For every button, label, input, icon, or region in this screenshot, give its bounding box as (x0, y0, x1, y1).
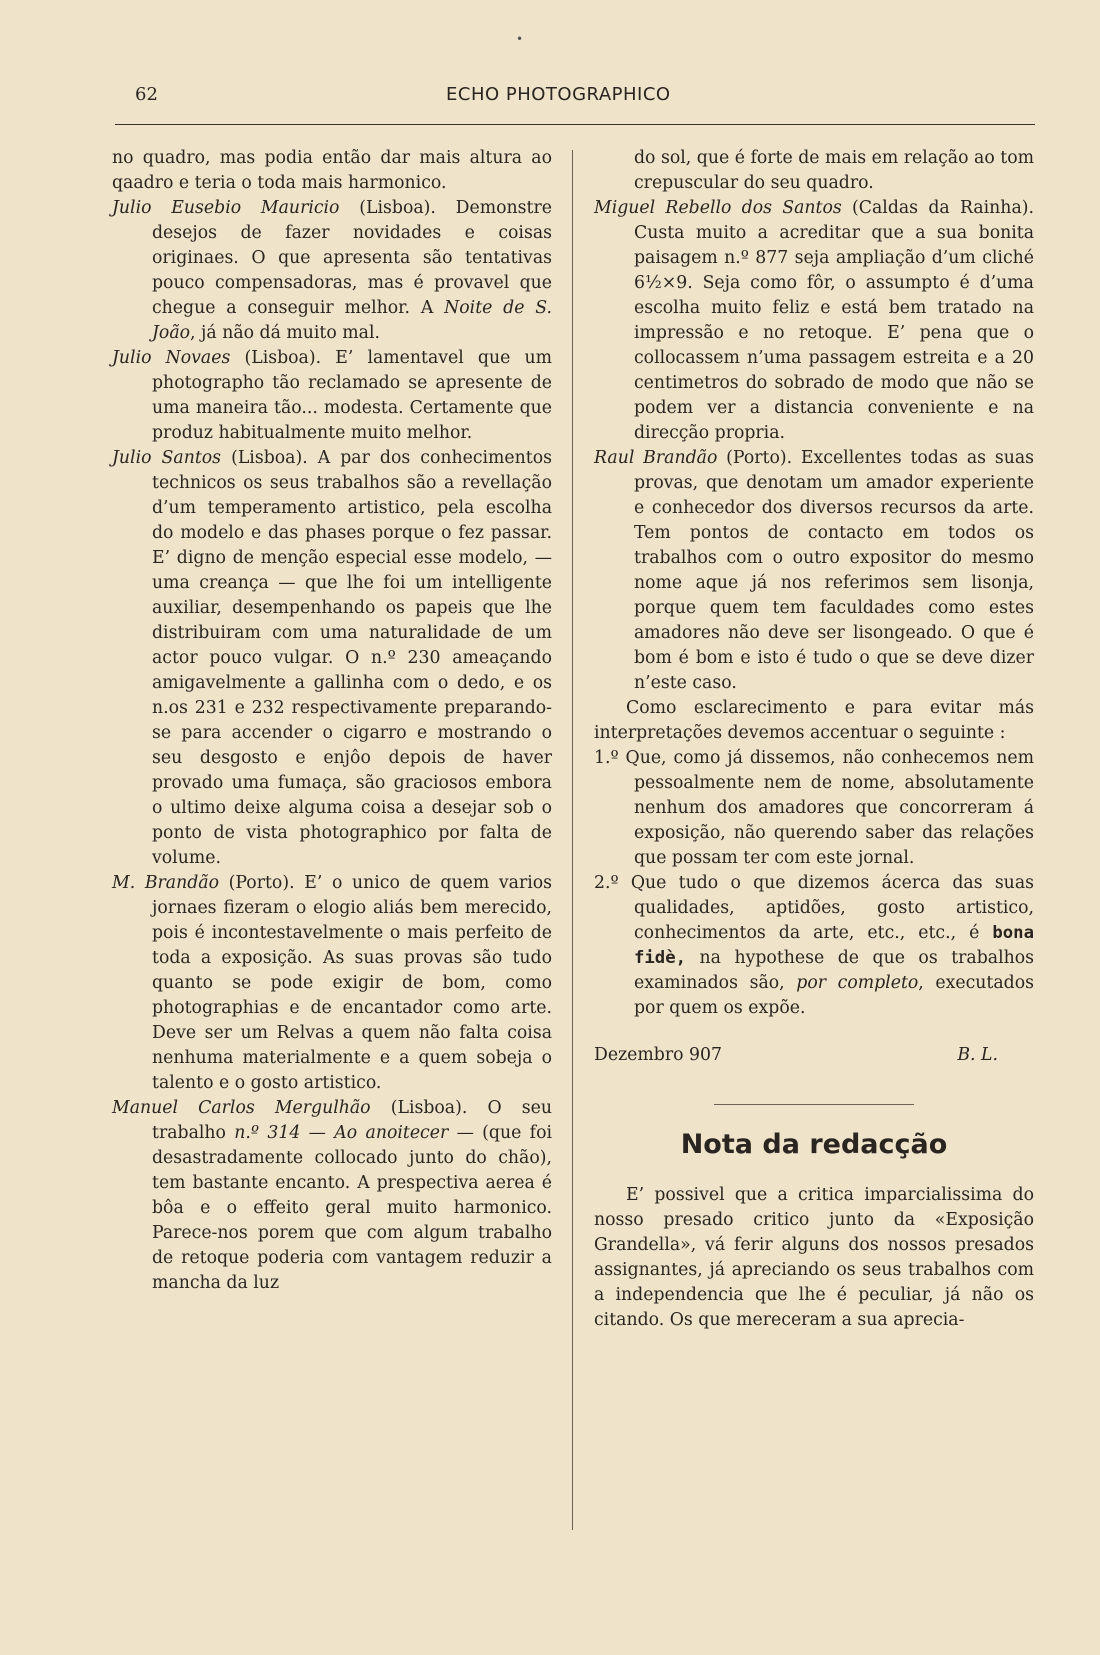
page-number: 62 (135, 84, 158, 105)
exhibitor-name: Julio Santos (112, 448, 222, 468)
critique-entry (594, 196, 1034, 446)
section-rule (714, 1104, 914, 1105)
entry-text: (Lisboa). O seu trabalho (152, 1098, 552, 1143)
entry-text: (Porto). Excellentes todas as suas provas, que denotam um amador experiente e conhecedor dos diversos recursos da arte. Tem pontos de contacto em todos os trabalhos com o outro expositor do mesmo nome aque já nos referimos sem lisonja, porque quem tem faculdades como estes amadores não deve ser lisongeado. O que é bom é bom e isto é tudo o que se deve dizer n’este caso. (634, 448, 1034, 693)
work-title: n.º 314 — Ao anoitecer (234, 1123, 449, 1143)
left-column (112, 146, 552, 1296)
paragraph: E’ possivel que a critica imparcialissima do nosso presado critico junto da «Exposição Grandella», vá ferir alguns dos nossos presados assignantes, já apreciando os seus trabalhos com a independencia que lhe é peculiar, já não os citando. Os que mereceram a sua aprecia- (594, 1185, 1034, 1330)
entry-text: — (que foi desastradamente collocado junto do chão), tem bastante encanto. A prespectiva aerea é bôa e o effeito geral muito harmonico. Parece-nos porem que com algum trabalho de retoque poderia com vantagem reduzir a mancha da luz (152, 1123, 553, 1293)
date: Dezembro 907 (594, 1045, 723, 1065)
column-divider (572, 150, 573, 1530)
emphasis: por completo (796, 973, 919, 993)
critique-entry (112, 196, 552, 346)
entry-text: (Lisboa). Demonstre desejos de fazer novidades e coisas originaes. O que apresenta são tentativas pouco compensadoras, mas é provavel que chegue a conseguir melhor. A (152, 198, 552, 318)
entry-text: (Porto). E’ o unico de quem varios jornaes fizeram o elogio aliás bem merecido, pois é incontestavelmente o mais perfeito de toda a exposição. As suas provas são tudo quanto se pode exigir de bom, como photographias e de encantador como arte. Deve ser um Relvas a quem não falta coisa nenhuma materialmente e a quem sobeja o talento e o gosto artistico. (152, 873, 552, 1093)
entry-text: (Caldas da Rainha). Custa muito a acreditar que a sua bonita paisagem n.º 877 seja ampliação d’um cliché 6½×9. Seja como fôr, o assumpto é d’uma escolha muito feliz e está bem tratado na impressão e no retoque. E’ pena que o collocassem n’uma passagem estreita e a 20 centimetros do sobrado de modo que não se podem ver a distancia conveniente e na direcção propria. (634, 198, 1034, 443)
critique-entry (112, 1096, 552, 1296)
paragraph: Como esclarecimento e para evitar más interpretações devemos accentuar o seguinte : (594, 698, 1034, 743)
exhibitor-name: Julio Novaes (112, 348, 231, 368)
page-top-mark: • (516, 32, 524, 46)
paragraph: no quadro, mas podia então dar mais altura ao qaadro e teria o toda mais harmonico. (112, 148, 552, 193)
dateline (594, 1043, 1034, 1068)
exhibitor-name: Raul Brandão (594, 448, 718, 468)
work-title: Noite de S. João (152, 298, 552, 343)
item-text: Que tudo o que dizemos ácerca das suas qualidades, aptidões, gosto artistico, conhecimentos da arte, etc., etc., é (618, 873, 1034, 943)
header-rule (115, 124, 1035, 125)
signature: B. L. (957, 1045, 998, 1065)
latin-phrase: bona fidè, (634, 923, 1034, 968)
critique-entry (112, 446, 552, 871)
exhibitor-name: Miguel Rebello dos Santos (594, 198, 842, 218)
item-text: , executados por quem os expõe. (634, 973, 1035, 1018)
numbered-item (594, 871, 1034, 1021)
paragraph: do sol, que é forte de mais em relação ao tom crepuscular do seu quadro. (634, 148, 1034, 193)
item-text: na hypothese de que os trabalhos examinados são, (634, 948, 1034, 993)
entry-text: , já não dá muito mal. (190, 323, 380, 343)
running-title: ECHO PHOTOGRAPHICO (446, 84, 671, 105)
numbered-item (594, 746, 1034, 871)
exhibitor-name: Manuel Carlos Mergulhão (112, 1098, 371, 1118)
critique-entry (112, 346, 552, 446)
section-title: Nota da redacção (680, 1129, 948, 1160)
right-column (594, 146, 1034, 1333)
item-number: 2.º (594, 873, 619, 893)
exhibitor-name: Julio Eusebio Mauricio (112, 198, 340, 218)
entry-text: (Lisboa). A par dos conhecimentos technicos os seus trabalhos são a revellação d’um temperamento artistico, pela escolha do modelo e das phases porque o fez passar. E’ digno de menção especial esse modelo, — uma creança — que lhe foi um intelligente auxiliar, desempenhando os papeis que lhe distribuiram com uma naturalidade de um actor pouco vulgar. O n.º 230 ameaçando amigavelmente a gallinha com o dedo, e os n.os 231 e 232 respectivamente preparando-se para accender o cigarro e mostrando o seu desgosto e enjôo depois de haver provado uma fumaça, são graciosos embora o ultimo deixe alguma coisa a desejar sob o ponto de vista photographico por falta de volume. (152, 448, 553, 868)
item-number: 1.º (594, 748, 619, 768)
entry-text: (Lisboa). E’ lamentavel que um photographo tão reclamado se apresente de uma maneira tão... modesta. Certamente que produz habitualmente muito melhor. (152, 348, 552, 443)
critique-entry (594, 446, 1034, 696)
critique-entry (112, 871, 552, 1096)
exhibitor-name: M. Brandão (112, 873, 219, 893)
item-text: Que, como já dissemos, não conhecemos nem pessoalmente nem de nome, absolutamente nenhum dos amadores que concorreram á exposição, não querendo saber das relações que possam ter com este jornal. (618, 748, 1034, 868)
